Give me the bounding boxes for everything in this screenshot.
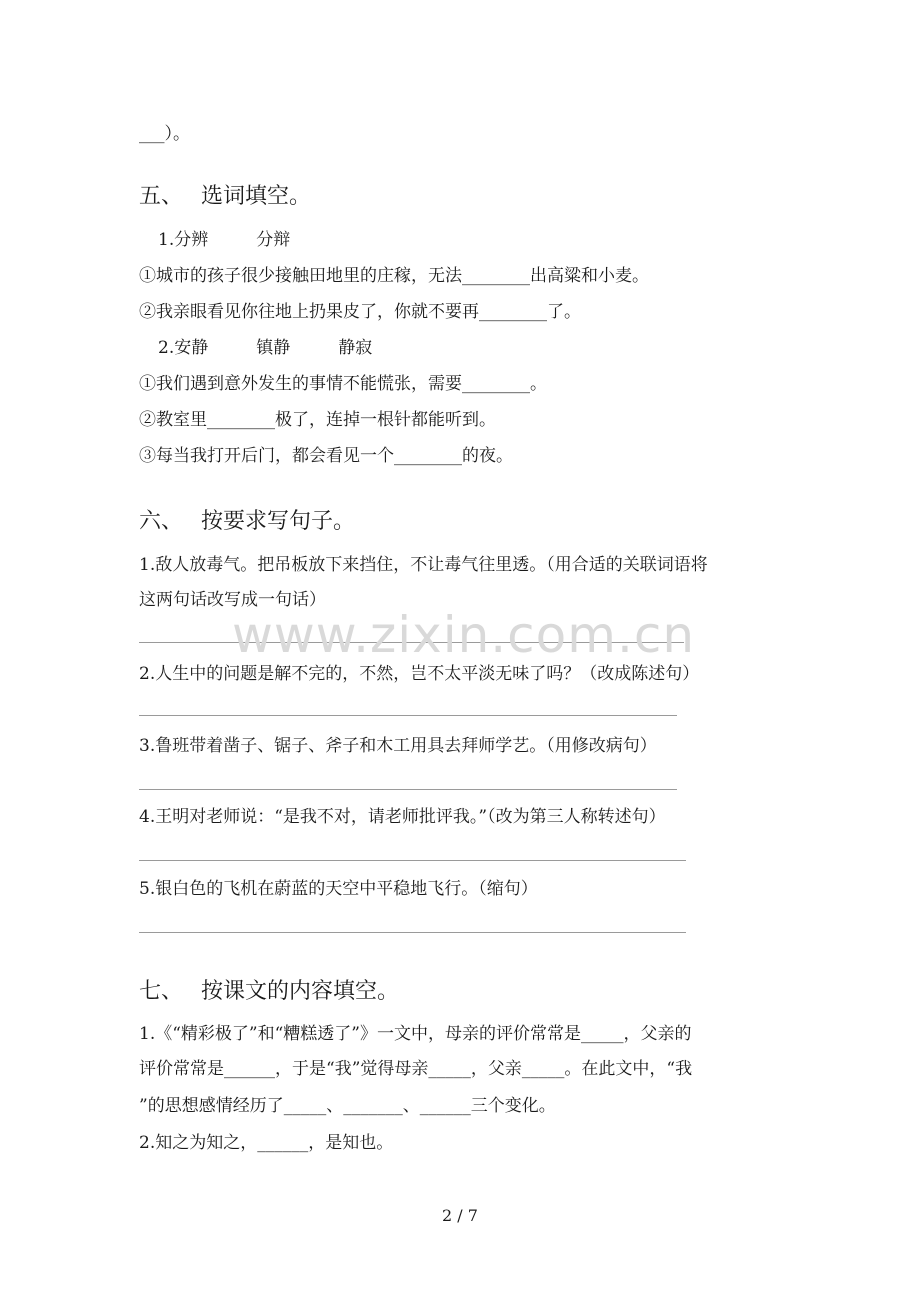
question-text: 1.敌人放毒气。把吊板放下来挡住，不让毒气往里透。（用合适的关联词语将 [139,555,708,575]
watermark: www.zixin.com.cn [232,606,696,664]
word-option: 镇静 [256,338,291,358]
section-6-heading [139,509,355,535]
fill-sentence: 1.《“精彩极了”和“糟糕透了”》一文中，母亲的评价常常是_____，父亲的 [139,1024,692,1044]
fill-sentence: ”的思想感情经历了_____、_______、______三个变化。 [139,1096,556,1116]
answer-line[interactable] [139,789,677,790]
fill-sentence: 2.知之为知之，______，是知也。 [139,1133,394,1153]
fill-sentence: ②教室里________极了，连掉一根针都能听到。 [139,410,496,430]
top-fragment: ___）。 [139,124,190,144]
fill-sentence: ③每当我打开后门，都会看见一个________的夜。 [139,446,513,466]
section-7-number: 七、 [139,979,184,1004]
answer-line[interactable] [139,932,686,933]
word-group-1 [158,230,338,250]
answer-line[interactable] [139,860,686,861]
section-7-heading [139,979,399,1005]
question-text: 3.鲁班带着凿子、锯子、斧子和木工用具去拜师学艺。（用修改病句） [139,736,657,756]
section-5-number: 五、 [139,184,184,209]
word-group-2 [158,338,420,358]
word-option: 分辩 [256,230,291,250]
section-5-heading [139,184,311,210]
fill-sentence: ①我们遇到意外发生的事情不能慌张，需要________。 [139,374,547,394]
word-option: 静寂 [338,338,373,358]
fill-sentence: ①城市的孩子很少接触田地里的庄稼，无法________出高粱和小麦。 [139,266,649,286]
section-6-number: 六、 [139,509,184,534]
fill-sentence: ②我亲眼看见你往地上扔果皮了，你就不要再________了。 [139,302,581,322]
fill-sentence: 评价常常是______，于是“我”觉得母亲_____，父亲_____。在此文中，“我 [139,1059,693,1079]
page-number: 2 / 7 [442,1206,478,1225]
word-option: 2.安静 [158,338,209,358]
question-text: 2.人生中的问题是解不完的，不然，岂不太平淡无味了吗？（改成陈述句） [139,664,700,684]
section-7-title: 按课文的内容填空。 [201,979,400,1004]
section-6-title: 按要求写句子。 [201,509,356,534]
question-text: 5.银白色的飞机在蔚蓝的天空中平稳地飞行。（缩句） [139,879,538,899]
word-option: 1.分辨 [158,230,209,250]
question-text: 这两句话改写成一句话） [139,590,326,610]
section-5-title: 选词填空。 [201,184,312,209]
question-text: 4.王明对老师说：“是我不对，请老师批评我。”（改为第三人称转述句） [139,807,666,827]
answer-line[interactable] [139,715,677,716]
